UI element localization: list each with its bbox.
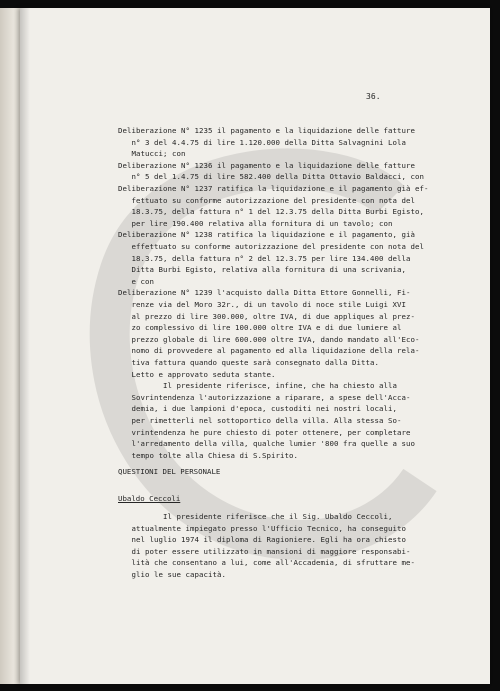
text-line: al prezzo di lire 300.000, oltre IVA, di due appliques al prez- [118, 311, 415, 321]
text-line: fettuato su conforme autorizzazione del presidente con nota del [118, 195, 415, 205]
text-line: Il presidente riferisce che il Sig. Ubaldo Ceccoli, [118, 512, 393, 521]
underlying-page-edge [0, 8, 22, 684]
text-line: attualmente impiegato presso l'Ufficio Tecnico, ha conseguito [118, 523, 406, 533]
text-line: tiva fattura quando queste sarà consegnato dalla Ditta. [118, 358, 379, 367]
text-line: di poter essere utilizzato in mansioni di maggiore responsabi- [118, 546, 411, 556]
page-binding-shadow [20, 8, 30, 684]
text-line: Deliberazione N° 1235 il pagamento e la liquidazione delle fatture [118, 126, 415, 135]
text-line: Matucci; con [118, 149, 186, 159]
text-line: Ditta Burbi Egisto, relativa alla fornitura di una scrivania, [118, 265, 406, 275]
text-line: renze via del Moro 32r., di un tavolo di noce stile Luigi XVI [118, 300, 406, 309]
text-line: Deliberazione N° 1238 ratifica la liquidazione e il pagamento, già [118, 230, 415, 240]
text-line: lità che consentano a lui, come all'Accademia, di sfruttare me- [118, 558, 415, 568]
text-line: 18.3.75, della fattura n° 2 del 12.3.75 per lire 134.400 della [118, 253, 411, 263]
text-line: per lire 190.400 relativa alla fornitura di un tavolo; con [118, 218, 393, 228]
subheading: Ubaldo Ceccoli [118, 494, 181, 503]
text-line: nomo di provvedere al pagamento ed alla liquidazione della rela- [118, 346, 420, 356]
section-heading: QUESTIONI DEL PERSONALE [118, 467, 221, 476]
text-line: vrintendenza he pure chiesto di poter ottenere, per completare [118, 427, 411, 437]
text-line: l'arredamento della villa, qualche lumier '800 fra quelle a suo [118, 439, 415, 449]
text-line: Deliberazione N° 1239 l'acquisto dalla Ditta Ettore Gonnelli, Fi- [118, 288, 411, 298]
text-line: prezzo globale di lire 600.000 oltre IVA, dando mandato all'Eco- [118, 334, 420, 344]
text-line: Letto e approvato seduta stante. [118, 369, 276, 379]
text-line: per rimetterli nel sottoportico della villa. Alla stessa So- [118, 416, 402, 425]
page-number: 36. [366, 92, 381, 101]
text-line: n° 3 del 4.4.75 di lire 1.120.000 della Ditta Salvagnini Lola [118, 137, 406, 147]
text-line: Il presidente riferisce, infine, che ha chiesto alla [118, 381, 397, 391]
text-line: glio le sue capacità. [118, 570, 226, 579]
text-line: 18.3.75, della fattura n° 1 del 12.3.75 della Ditta Burbi Egisto, [118, 207, 424, 217]
text-line: Sovrintendenza l'autorizzazione a riparare, a spese dell'Acca- [118, 392, 411, 402]
text-line: Deliberazione N° 1237 ratifica la liquidazione e il pagamento già ef- [118, 184, 429, 193]
text-line: demia, i due lampioni d'epoca, custoditi nei nostri locali, [118, 404, 397, 414]
text-line: Deliberazione N° 1236 il pagamento e la liquidazione delle fatture [118, 160, 415, 170]
text-line: e con [118, 276, 154, 286]
text-line: n° 5 del 1.4.75 di lire 582.400 della Ditta Ottavio Baldacci, con [118, 172, 424, 182]
text-line: nel luglio 1974 il diploma di Ragioniere. Egli ha ora chiesto [118, 535, 406, 545]
text-line: tempo tolte alla Chiesa di S.Spirito. [118, 450, 298, 460]
text-line: zo complessivo di lire 100.000 oltre IVA e di due lumiere al [118, 323, 402, 333]
text-line: effettuato su conforme autorizzazione del presidente con nota del [118, 242, 424, 251]
